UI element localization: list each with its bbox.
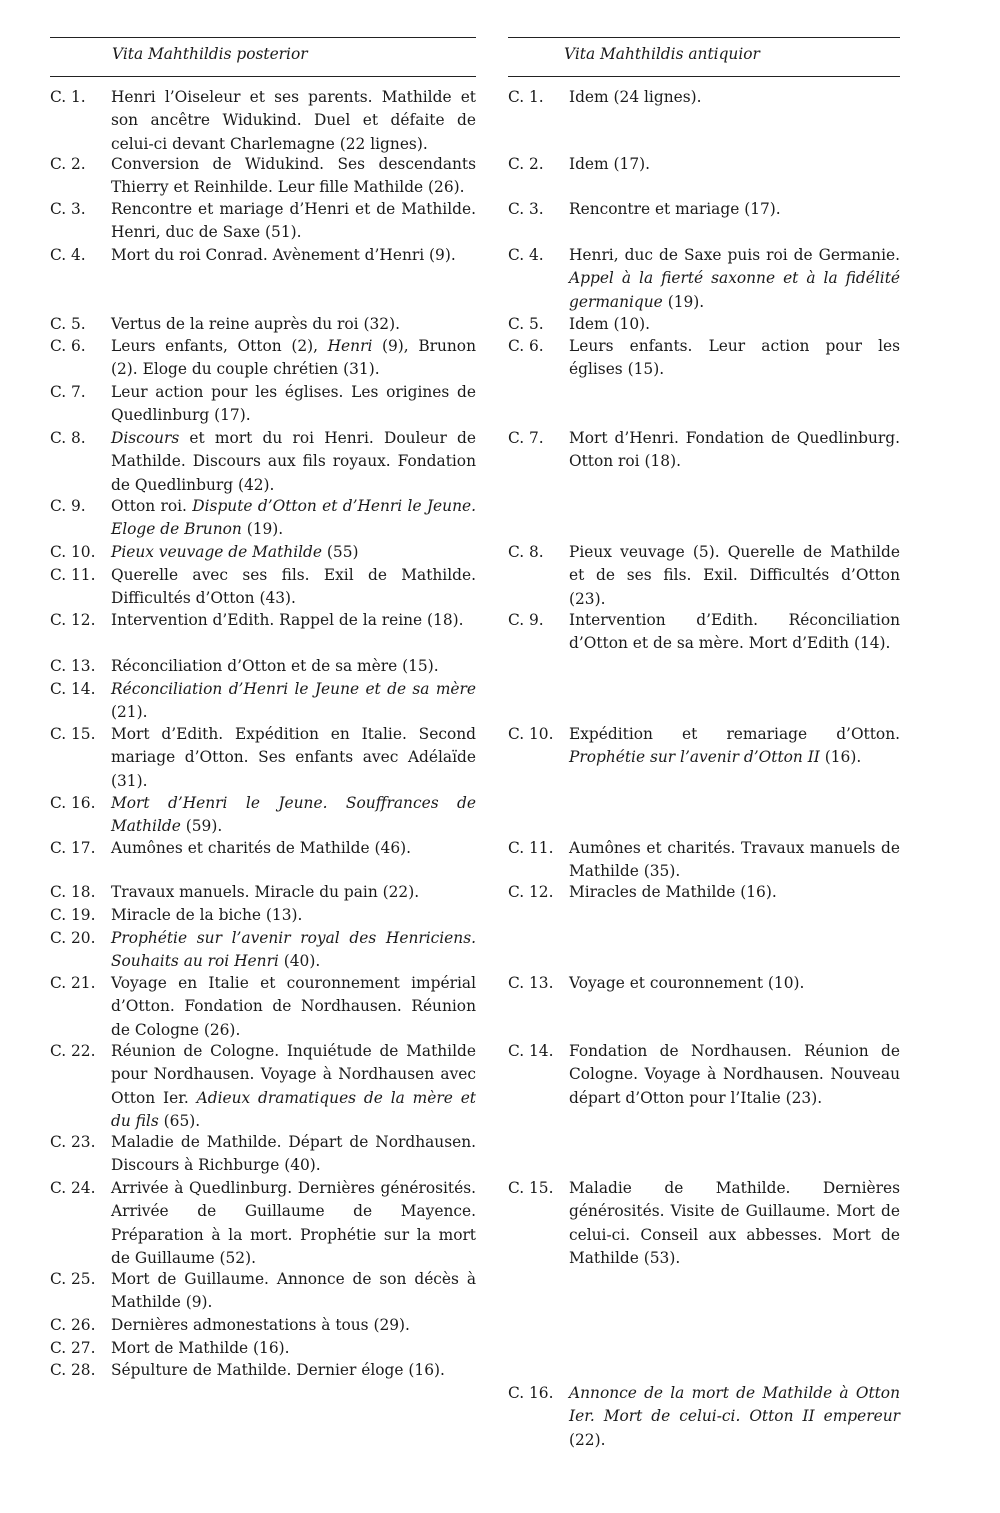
chapter-entry bbox=[50, 564, 476, 611]
chapter-entry bbox=[50, 1268, 476, 1315]
summary-text: Sépulture de Mathilde. Dernier éloge (16). bbox=[111, 1361, 445, 1379]
chapter-number: C. 28. bbox=[50, 1361, 96, 1379]
chapter-entry bbox=[508, 313, 900, 336]
summary-text: Henri l’Oiseleur et ses parents. Mathilde et son ancêtre Widukind. Duel et défaite de celui-ci devant Charlemagne (22 lignes). bbox=[111, 88, 476, 153]
chapter-number: C. 13. bbox=[50, 657, 96, 675]
chapter-entry bbox=[50, 881, 476, 904]
italic-text: Adieux dramatiques de la mère et du fils bbox=[111, 1088, 476, 1130]
summary-text: Voyage en Italie et couronnement impérial d’Otton. Fondation de Nordhausen. Réunion de Cologne (26). bbox=[111, 974, 476, 1039]
chapter-summary bbox=[569, 881, 900, 904]
chapter-summary bbox=[569, 1382, 900, 1452]
chapter-number: C. 1. bbox=[508, 88, 544, 106]
italic-text: Prophétie sur l’avenir royal des Henriciens. Souhaits au roi Henri bbox=[111, 929, 476, 971]
chapter-number: C. 11. bbox=[50, 566, 96, 584]
chapter-entry bbox=[508, 609, 900, 656]
chapter-number: C. 7. bbox=[508, 429, 544, 447]
chapter-entry bbox=[50, 1337, 476, 1360]
chapter-summary bbox=[569, 86, 900, 109]
summary-text: Maladie de Mathilde. Départ de Nordhausen. Discours à Richburge (40). bbox=[111, 1133, 476, 1175]
summary-text: Dernières admonestations à tous (29). bbox=[111, 1316, 410, 1334]
chapter-entry bbox=[508, 427, 900, 474]
chapter-summary bbox=[569, 313, 900, 336]
chapter-entry bbox=[50, 86, 476, 156]
summary-text: Rencontre et mariage d’Henri et de Mathilde. Henri, duc de Saxe (51). bbox=[111, 200, 476, 242]
chapter-entry bbox=[508, 723, 900, 770]
summary-text: Conversion de Widukind. Ses descendants Thierry et Reinhilde. Leur fille Mathilde (26). bbox=[111, 155, 476, 197]
chapter-entry bbox=[50, 723, 476, 793]
summary-text: Mort d’Edith. Expédition en Italie. Second mariage d’Otton. Ses enfants avec Adélaïde (31). bbox=[111, 725, 476, 790]
column-posterior bbox=[50, 0, 476, 1513]
chapter-number: C. 7. bbox=[50, 383, 86, 401]
chapter-entry bbox=[50, 678, 476, 725]
summary-text: (22). bbox=[569, 1430, 606, 1449]
summary-text: Henri, duc de Saxe puis roi de Germanie. bbox=[569, 246, 900, 264]
chapter-number: C. 12. bbox=[50, 611, 96, 629]
summary-text: Rencontre et mariage (17). bbox=[569, 200, 781, 218]
chapter-entry bbox=[50, 541, 476, 564]
chapter-number: C. 16. bbox=[508, 1384, 554, 1402]
chapter-summary bbox=[111, 381, 476, 428]
italic-text: Dispute d’Otton et d’Henri le Jeune. Eloge de Brunon bbox=[111, 497, 476, 539]
summary-text: (21). bbox=[111, 703, 148, 722]
chapter-entry bbox=[50, 495, 476, 542]
chapter-summary bbox=[111, 1268, 476, 1315]
chapter-summary bbox=[569, 541, 900, 611]
summary-text: Idem (24 lignes). bbox=[569, 88, 702, 106]
chapter-entry bbox=[508, 86, 900, 109]
chapter-number: C. 24. bbox=[50, 1179, 96, 1197]
chapter-summary bbox=[111, 881, 476, 904]
chapter-number: C. 25. bbox=[50, 1270, 96, 1288]
chapter-summary bbox=[569, 972, 900, 995]
chapter-number: C. 13. bbox=[508, 974, 554, 992]
summary-text: Fondation de Nordhausen. Réunion de Cologne. Voyage à Nordhausen. Nouveau départ d’Otton pour l’Italie (23). bbox=[569, 1042, 900, 1107]
chapter-number: C. 8. bbox=[50, 429, 86, 447]
chapter-number: C. 4. bbox=[50, 246, 86, 264]
chapter-summary bbox=[111, 198, 476, 245]
summary-text: Arrivée à Quedlinburg. Dernières générosités. Arrivée de Guillaume de Mayence. Préparation à la mort. Prophétie sur la mort de Guillaume (52). bbox=[111, 1179, 476, 1267]
chapter-summary bbox=[111, 655, 476, 678]
chapter-entry bbox=[50, 335, 476, 382]
chapter-summary bbox=[569, 198, 900, 221]
chapter-entry bbox=[50, 381, 476, 428]
italic-text: Mort d’Henri le Jeune. Souffrances de Mathilde bbox=[111, 794, 476, 836]
chapter-entry bbox=[50, 1040, 476, 1133]
summary-text: (19). bbox=[241, 520, 284, 539]
chapter-entry bbox=[50, 655, 476, 678]
chapter-entry bbox=[508, 244, 900, 314]
summary-text: Expédition et remariage d’Otton. bbox=[569, 725, 900, 743]
chapter-number: C. 12. bbox=[508, 883, 554, 901]
chapter-summary bbox=[111, 153, 476, 200]
summary-text: Intervention d’Edith. Réconciliation d’Otton et de sa mère. Mort d’Edith (14). bbox=[569, 611, 900, 653]
chapter-number: C. 11. bbox=[508, 839, 554, 857]
chapter-number: C. 5. bbox=[50, 315, 86, 333]
summary-text: Vertus de la reine auprès du roi (32). bbox=[111, 315, 400, 333]
summary-text: Miracles de Mathilde (16). bbox=[569, 883, 777, 901]
chapter-summary bbox=[569, 1177, 900, 1270]
chapter-summary bbox=[569, 244, 900, 314]
chapter-number: C. 21. bbox=[50, 974, 96, 992]
chapter-entry bbox=[50, 609, 476, 632]
chapter-summary bbox=[111, 792, 476, 839]
summary-text: Voyage et couronnement (10). bbox=[569, 974, 805, 992]
summary-text: Intervention d’Edith. Rappel de la reine (18). bbox=[111, 611, 464, 629]
chapter-summary bbox=[111, 609, 476, 632]
chapter-summary bbox=[111, 495, 476, 542]
chapter-entry bbox=[508, 837, 900, 884]
chapter-number: C. 22. bbox=[50, 1042, 96, 1060]
chapter-entry bbox=[50, 792, 476, 839]
chapter-number: C. 3. bbox=[50, 200, 86, 218]
chapter-summary bbox=[111, 1177, 476, 1270]
summary-text: (16). bbox=[819, 748, 862, 767]
italic-text: Pieux veuvage de Mathilde bbox=[111, 543, 322, 561]
italic-text: Prophétie sur l’avenir d’Otton II bbox=[569, 748, 820, 767]
chapter-entry bbox=[508, 1382, 900, 1452]
chapter-summary bbox=[111, 837, 476, 860]
chapter-summary bbox=[569, 837, 900, 884]
chapter-summary bbox=[111, 904, 476, 927]
chapter-summary bbox=[569, 609, 900, 656]
summary-text: et mort du roi Henri. Douleur de Mathilde. Discours aux fils royaux. Fondation de Quedlinburg (42). bbox=[111, 429, 476, 494]
chapter-entry bbox=[50, 313, 476, 336]
chapter-entry bbox=[508, 972, 900, 995]
summary-text: Réunion de Cologne. Inquiétude de Mathilde pour Nordhausen. Voyage à Nordhausen avec Otton Ier. bbox=[111, 1042, 476, 1107]
chapter-entry bbox=[50, 198, 476, 245]
chapter-number: C. 14. bbox=[508, 1042, 554, 1060]
italic-text: Annonce de la mort de Mathilde à Otton Ier. Mort de celui-ci. Otton II empereur bbox=[569, 1384, 900, 1426]
column-title: Vita Mahthildis posterior bbox=[112, 45, 308, 63]
header-rule bbox=[50, 76, 476, 77]
chapter-entry bbox=[50, 1314, 476, 1337]
chapter-number: C. 4. bbox=[508, 246, 544, 264]
summary-text: (55) bbox=[322, 543, 359, 561]
summary-text: Leurs enfants. Leur action pour les églises (15). bbox=[569, 337, 900, 379]
summary-text: Mort d’Henri. Fondation de Quedlinburg. Otton roi (18). bbox=[569, 429, 900, 471]
chapter-summary bbox=[111, 313, 476, 336]
column-title: Vita Mahthildis antiquior bbox=[564, 45, 760, 63]
summary-text: Aumônes et charités. Travaux manuels de Mathilde (35). bbox=[569, 839, 900, 881]
chapter-entry bbox=[508, 881, 900, 904]
chapter-summary bbox=[111, 1314, 476, 1337]
chapter-number: C. 8. bbox=[508, 543, 544, 561]
chapter-number: C. 15. bbox=[508, 1179, 554, 1197]
italic-text: Réconciliation d’Henri le Jeune et de sa mère bbox=[111, 680, 476, 698]
chapter-number: C. 9. bbox=[50, 497, 86, 515]
chapter-number: C. 10. bbox=[508, 725, 554, 743]
chapter-number: C. 9. bbox=[508, 611, 544, 629]
chapter-number: C. 17. bbox=[50, 839, 96, 857]
summary-text: Querelle avec ses fils. Exil de Mathilde. Difficultés d’Otton (43). bbox=[111, 566, 476, 608]
chapter-number: C. 6. bbox=[50, 337, 86, 355]
chapter-number: C. 2. bbox=[508, 155, 544, 173]
chapter-number: C. 3. bbox=[508, 200, 544, 218]
chapter-summary bbox=[111, 678, 476, 725]
chapter-summary bbox=[111, 723, 476, 793]
chapter-entry bbox=[50, 244, 476, 267]
chapter-summary bbox=[111, 927, 476, 974]
italic-text: Appel à la fierté saxonne et à la fidélité germanique bbox=[569, 269, 900, 311]
chapter-number: C. 5. bbox=[508, 315, 544, 333]
chapter-number: C. 15. bbox=[50, 725, 96, 743]
chapter-entry bbox=[50, 927, 476, 974]
chapter-summary bbox=[569, 335, 900, 382]
chapter-summary bbox=[111, 1337, 476, 1360]
italic-text: Henri bbox=[327, 337, 373, 355]
chapter-number: C. 18. bbox=[50, 883, 96, 901]
chapter-number: C. 2. bbox=[50, 155, 86, 173]
summary-text: Travaux manuels. Miracle du pain (22). bbox=[111, 883, 420, 901]
summary-text: Pieux veuvage (5). Querelle de Mathilde et de ses fils. Exil. Difficultés d’Otton (23). bbox=[569, 543, 900, 608]
chapter-entry bbox=[50, 1177, 476, 1270]
summary-text: Idem (17). bbox=[569, 155, 651, 173]
summary-text: Miracle de la biche (13). bbox=[111, 906, 303, 924]
chapter-entry bbox=[50, 904, 476, 927]
summary-text: Réconciliation d’Otton et de sa mère (15). bbox=[111, 657, 439, 675]
chapter-entry bbox=[50, 1131, 476, 1178]
summary-text: Mort du roi Conrad. Avènement d’Henri (9). bbox=[111, 246, 456, 264]
chapter-number: C. 26. bbox=[50, 1316, 96, 1334]
header-rule bbox=[508, 76, 900, 77]
chapter-summary bbox=[569, 723, 900, 770]
chapter-entry bbox=[508, 541, 900, 611]
chapter-summary bbox=[111, 1131, 476, 1178]
summary-text: Aumônes et charités de Mathilde (46). bbox=[111, 839, 412, 857]
chapter-summary bbox=[569, 1040, 900, 1110]
summary-text: Maladie de Mathilde. Dernières générosités. Visite de Guillaume. Mort de celui-ci. Conseil aux abbesses. Mort de Mathilde (53). bbox=[569, 1179, 900, 1267]
chapter-number: C. 6. bbox=[508, 337, 544, 355]
summary-text: (9), Brunon (2). Eloge du couple chrétien (31). bbox=[111, 337, 476, 379]
chapter-number: C. 1. bbox=[50, 88, 86, 106]
italic-text: Discours bbox=[111, 429, 180, 447]
summary-text: (59). bbox=[180, 817, 223, 836]
chapter-summary bbox=[569, 153, 900, 176]
summary-text: (65). bbox=[158, 1111, 201, 1130]
chapter-number: C. 10. bbox=[50, 543, 96, 561]
chapter-summary bbox=[111, 427, 476, 497]
chapter-summary bbox=[569, 427, 900, 474]
chapter-entry bbox=[50, 837, 476, 860]
chapter-summary bbox=[111, 244, 476, 267]
chapter-entry bbox=[508, 153, 900, 176]
chapter-entry bbox=[50, 1359, 476, 1382]
chapter-number: C. 27. bbox=[50, 1339, 96, 1357]
chapter-number: C. 23. bbox=[50, 1133, 96, 1151]
chapter-entry bbox=[50, 153, 476, 200]
chapter-number: C. 20. bbox=[50, 929, 96, 947]
chapter-summary bbox=[111, 541, 476, 564]
chapter-number: C. 19. bbox=[50, 906, 96, 924]
column-antiquior bbox=[508, 0, 900, 1513]
summary-text: Leur action pour les églises. Les origines de Quedlinburg (17). bbox=[111, 383, 476, 425]
top-rule bbox=[50, 37, 476, 38]
summary-text: Mort de Mathilde (16). bbox=[111, 1339, 290, 1357]
summary-text: (40). bbox=[278, 952, 321, 971]
summary-text: Leurs enfants, Otton (2), bbox=[111, 337, 328, 355]
summary-text: Idem (10). bbox=[569, 315, 651, 333]
chapter-summary bbox=[111, 972, 476, 1042]
chapter-summary bbox=[111, 1040, 476, 1133]
chapter-summary bbox=[111, 335, 476, 382]
chapter-entry bbox=[50, 972, 476, 1042]
chapter-number: C. 14. bbox=[50, 680, 96, 698]
chapter-number: C. 16. bbox=[50, 794, 96, 812]
chapter-summary bbox=[111, 564, 476, 611]
chapter-summary bbox=[111, 86, 476, 156]
top-rule bbox=[508, 37, 900, 38]
chapter-entry bbox=[508, 198, 900, 221]
chapter-entry bbox=[508, 1040, 900, 1110]
summary-text: Mort de Guillaume. Annonce de son décès à Mathilde (9). bbox=[111, 1270, 476, 1312]
summary-text: Otton roi. bbox=[111, 497, 193, 515]
chapter-entry bbox=[50, 427, 476, 497]
chapter-entry bbox=[508, 1177, 900, 1270]
chapter-summary bbox=[111, 1359, 476, 1382]
summary-text: (19). bbox=[662, 292, 705, 311]
chapter-entry bbox=[508, 335, 900, 382]
